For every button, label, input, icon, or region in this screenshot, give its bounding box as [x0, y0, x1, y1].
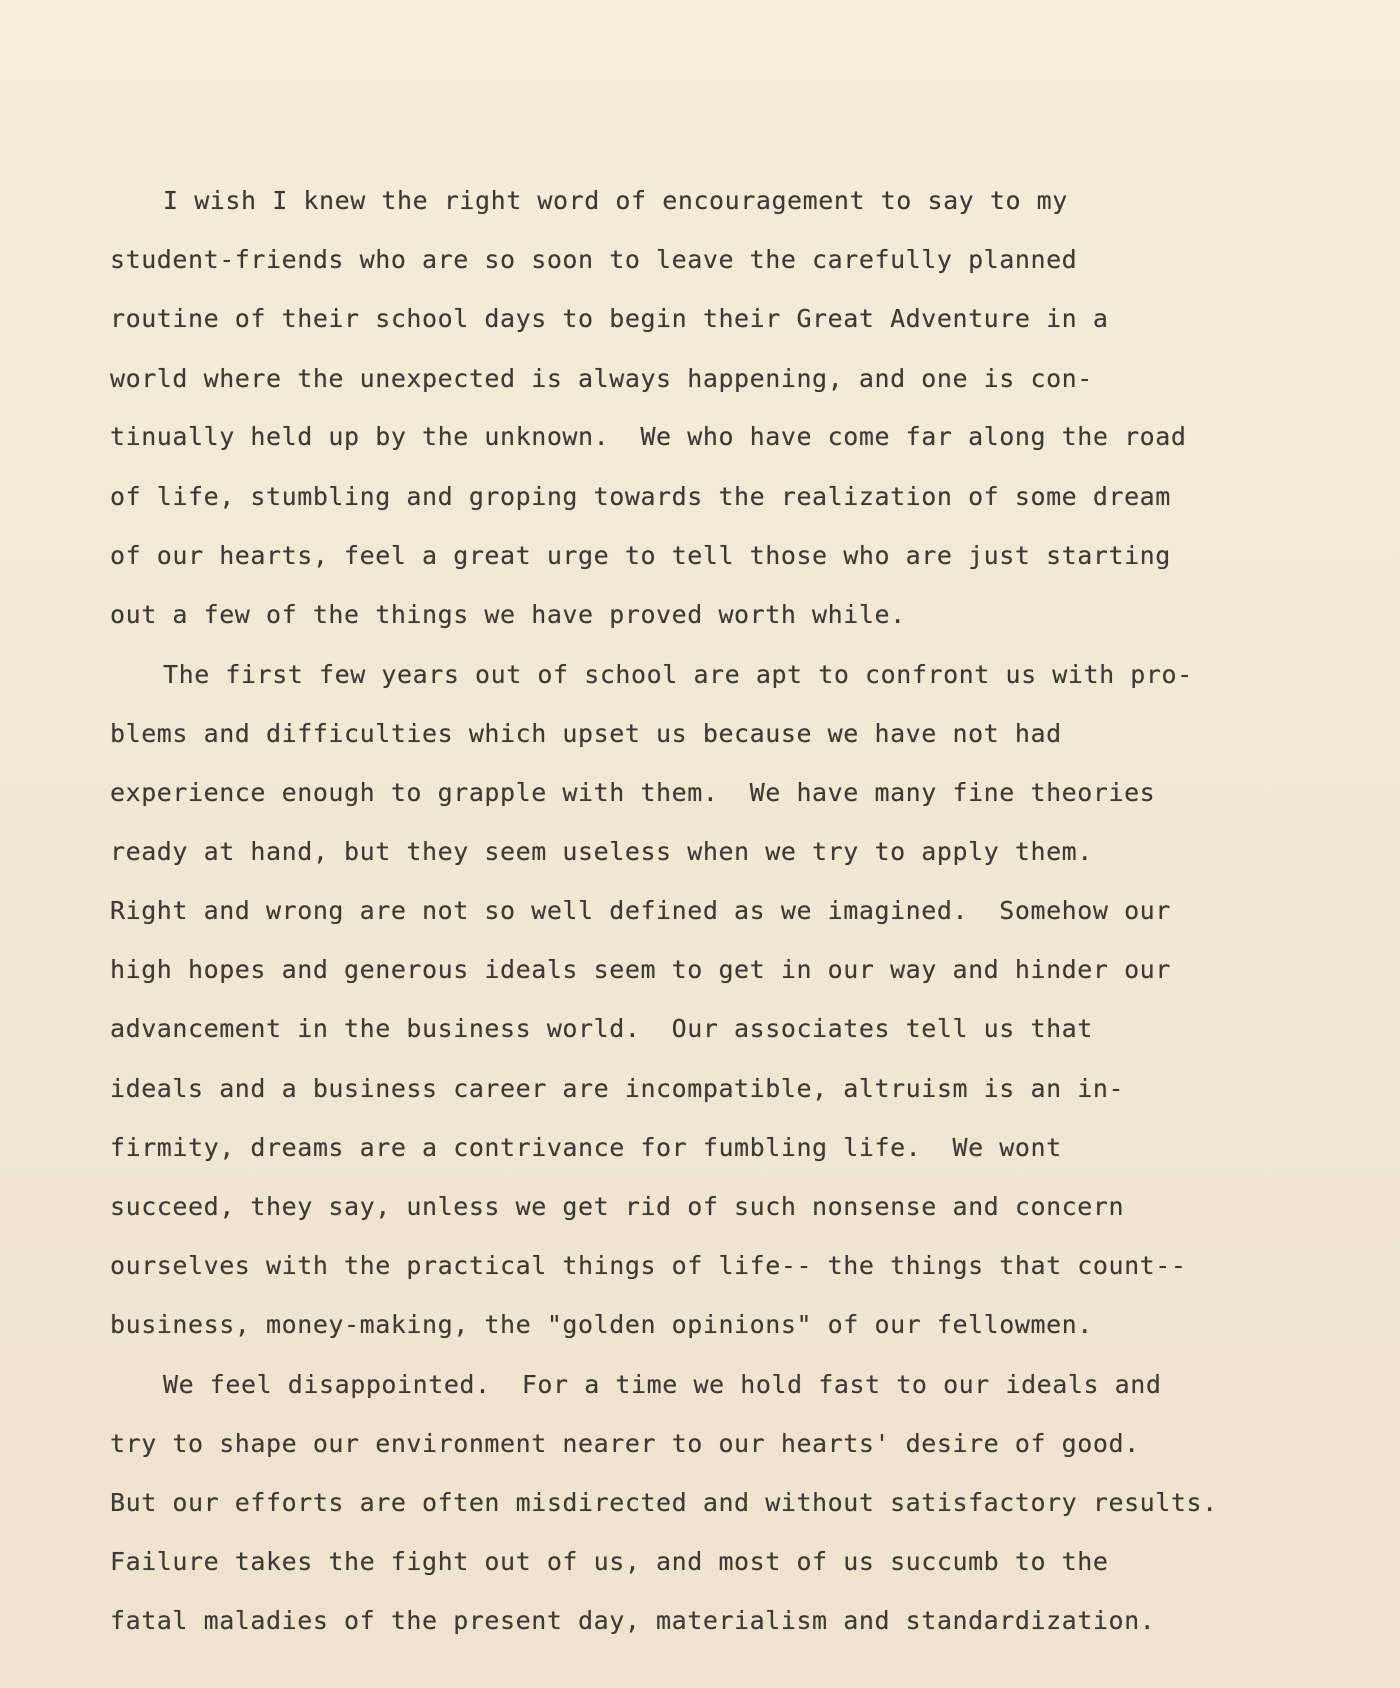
text-line: routine of their school days to begin their Great Adventure in a [110, 304, 1109, 333]
text-line: succeed, they say, unless we get rid of such nonsense and concern [110, 1192, 1125, 1221]
text-line: I wish I knew the right word of encouragement to say to my [163, 186, 1068, 215]
text-line: out a few of the things we have proved worth while. [110, 600, 906, 629]
text-line: fatal maladies of the present day, materialism and standardization. [110, 1606, 1156, 1635]
text-line: firmity, dreams are a contrivance for fumbling life. We wont [110, 1133, 1062, 1162]
text-line: high hopes and generous ideals seem to get in our way and hinder our [110, 955, 1171, 984]
text-line: Failure takes the fight out of us, and most of us succumb to the [110, 1547, 1109, 1576]
text-line: advancement in the business world. Our associates tell us that [110, 1014, 1093, 1043]
text-line: Right and wrong are not so well defined as we imagined. Somehow our [110, 896, 1171, 925]
text-line: experience enough to grapple with them. We have many fine theories [110, 778, 1156, 807]
text-line: of life, stumbling and groping towards the realization of some dream [110, 482, 1171, 511]
text-line: We feel disappointed. For a time we hold fast to our ideals and [163, 1370, 1162, 1399]
text-line: blems and difficulties which upset us because we have not had [110, 719, 1062, 748]
text-line: tinually held up by the unknown. We who have come far along the road [110, 422, 1187, 451]
text-line: ourselves with the practical things of life-- the things that count-- [110, 1251, 1187, 1280]
text-line: ideals and a business career are incompatible, altruism is an in- [110, 1074, 1125, 1103]
text-line: ready at hand, but they seem useless when we try to apply them. [110, 837, 1093, 866]
text-line: of our hearts, feel a great urge to tell those who are just starting [110, 541, 1171, 570]
text-line: try to shape our environment nearer to our hearts' desire of good. [110, 1429, 1140, 1458]
text-line: But our efforts are often misdirected and without satisfactory results. [110, 1488, 1218, 1517]
text-line: The first few years out of school are apt to confront us with pro- [163, 660, 1193, 689]
text-line: world where the unexpected is always happening, and one is con- [110, 364, 1093, 393]
text-line: student-friends who are so soon to leave the carefully planned [110, 245, 1078, 274]
text-line: business, money-making, the "golden opinions" of our fellowmen. [110, 1310, 1093, 1339]
